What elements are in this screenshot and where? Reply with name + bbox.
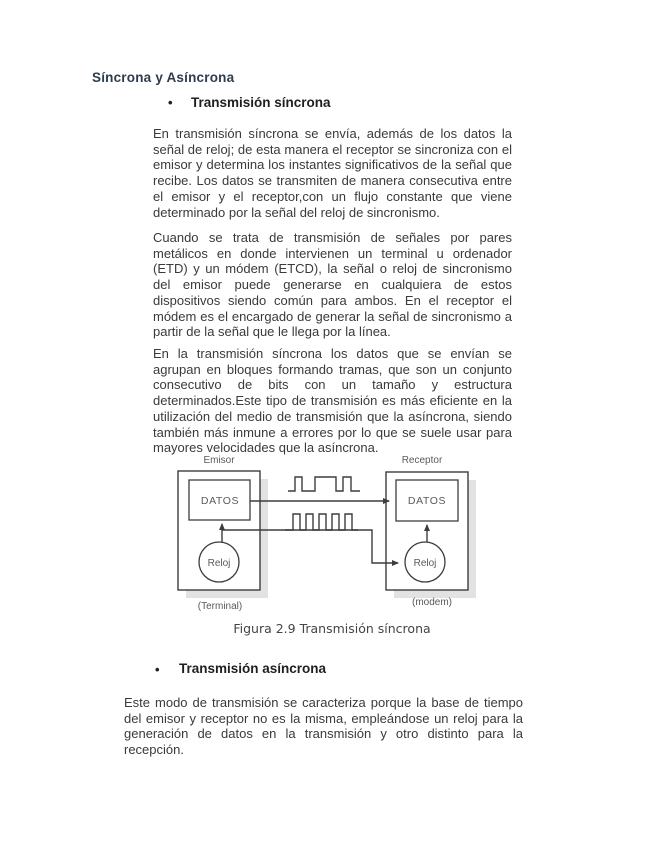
receptor-label: Receptor: [401, 455, 443, 466]
data-waveform: [288, 477, 360, 491]
paragraph-sincrona-3: En la transmisión síncrona los datos que se envían se agrupan en bloques formando tramas, que son un conjunto consecutivo de bits con un tamaño y estructura determinados.Este tipo de transmisión es más eficiente en la utilización del medio de transmisión que la asíncrona, siendo también más inmune a errores por lo que se suele usar para mayores velocidades que la asíncrona.: [153, 346, 512, 456]
clock-waveform: [285, 514, 358, 530]
reloj-label-receptor: Reloj: [413, 558, 437, 569]
bullet-icon: •: [155, 662, 160, 677]
bullet-icon: •: [168, 95, 173, 110]
terminal-label: (Terminal): [197, 601, 243, 612]
paragraph-sincrona-2: Cuando se trata de transmisión de señales por pares metálicos en donde intervienen un terminal u ordenador (ETD) y un módem (ETCD), la señal o reloj de sincronismo del emisor puede generarse en cualquiera de estos dispositivos siendo común para ambos. En el receptor el módem es el encargado de generar la señal de sincronismo a partir de la señal que le llega por la línea.: [153, 230, 512, 340]
page-title: Síncrona y Asíncrona: [92, 70, 235, 85]
reloj-label-emisor: Reloj: [207, 558, 231, 569]
emisor-label: Emisor: [203, 455, 235, 466]
modem-label: (modem): [411, 597, 453, 608]
figure-diagram: [160, 448, 480, 638]
section-heading-asincrona: Transmisión asíncrona: [179, 661, 327, 676]
paragraph-sincrona-1: En transmisión síncrona se envía, además de los datos la señal de reloj; de esta manera el receptor se sincroniza con el emisor y determina los instantes significativos de la señal que recibe. Los datos se transmiten de manera consecutiva entre el emisor y el receptor,con un flujo constante que viene determinado por la señal del reloj de sincronismo.: [153, 126, 512, 220]
figure-caption: Figura 2.9 Transmisión síncrona: [233, 621, 431, 636]
paragraph-asincrona-1: Este modo de transmisión se caracteriza porque la base de tiempo del emisor y receptor no es la misma, empleándose un reloj para la generación de datos en la transmisión y otro distinto para la recepción.: [124, 695, 523, 758]
datos-label-receptor: DATOS: [407, 495, 447, 507]
section-heading-sincrona: Transmisión síncrona: [191, 95, 331, 110]
datos-label-emisor: DATOS: [200, 495, 240, 507]
